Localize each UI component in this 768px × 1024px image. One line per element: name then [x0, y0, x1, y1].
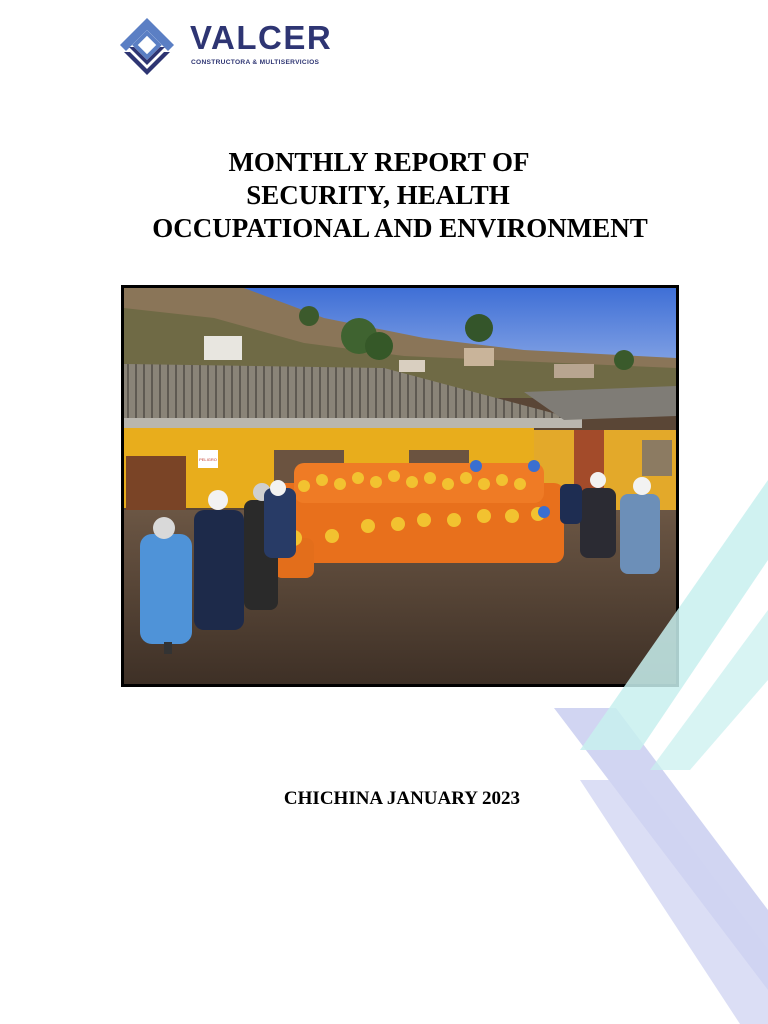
- cover-photo: [121, 285, 679, 687]
- warning-sign: PELIGRO: [199, 457, 217, 462]
- title-line-2: SECURITY, HEALTH: [246, 180, 510, 210]
- diamond-logo-icon: [118, 16, 176, 76]
- report-location-date: CHICHINA JANUARY 2023: [283, 788, 521, 809]
- company-name: VALCER: [190, 19, 333, 56]
- group-photo-illustration: [124, 288, 676, 684]
- company-logo: [118, 16, 358, 78]
- title-line-1: MONTHLY REPORT OF: [228, 147, 530, 177]
- title-line-3: OCCUPATIONAL AND ENVIRONMENT: [152, 213, 648, 243]
- report-title: [0, 146, 768, 245]
- workers-group: [274, 460, 564, 578]
- company-tagline: CONSTRUCTORA & MULTISERVICIOS: [191, 59, 320, 66]
